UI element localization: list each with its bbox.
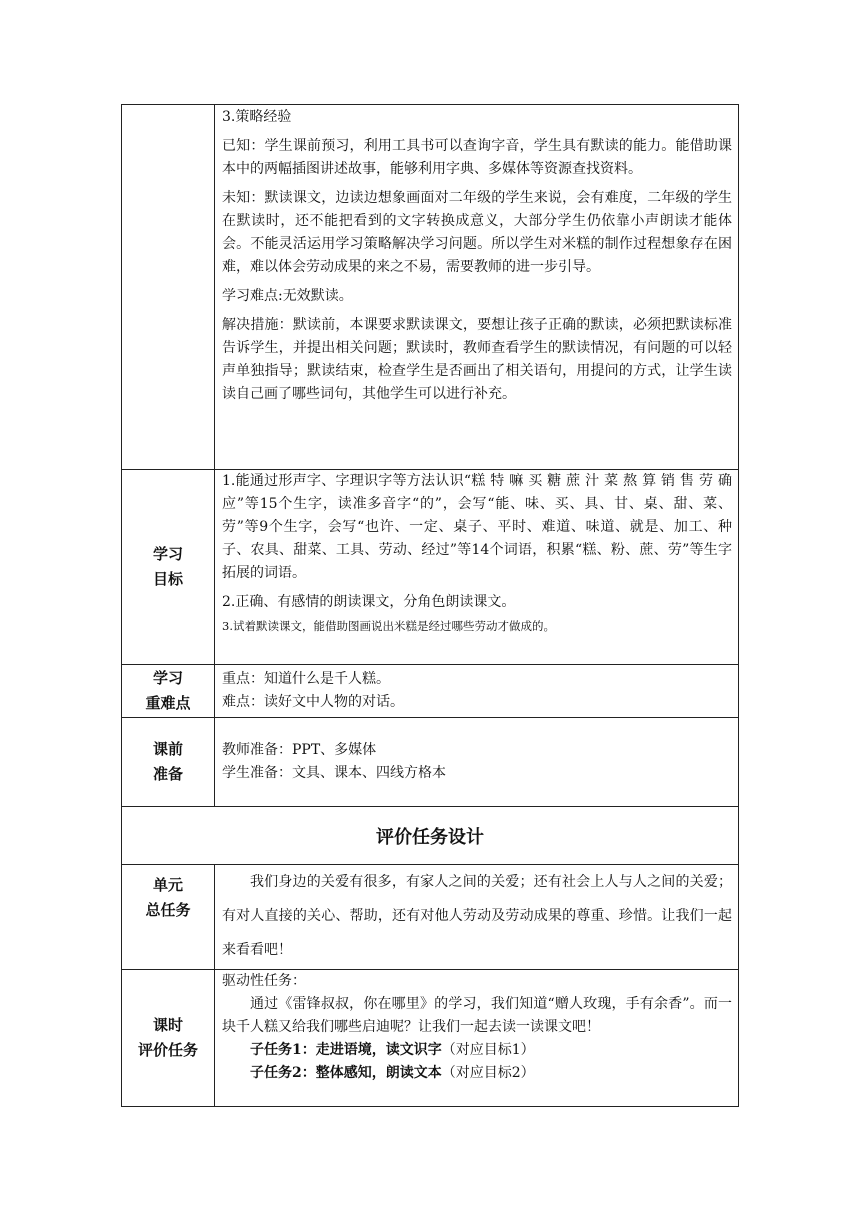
- lesson-task-drive: 驱动性任务：: [222, 973, 306, 989]
- subtask-1-note: （对应目标1）: [441, 1042, 535, 1058]
- strategy-known: 已知：学生课前预习，利用工具书可以查询字音，学生具有默读的能力。能借助课本中的两幅插图讲述故事，能够利用字典、多媒体等资源查找资料。: [222, 138, 732, 177]
- strategy-difficulty: 学习难点:无效默读。: [222, 288, 353, 304]
- subtask-2-title: 子任务2：整体感知，朗读文本: [250, 1065, 442, 1081]
- lesson-plan-table: [121, 104, 739, 1107]
- lesson-task-label-line1: 课时: [152, 1016, 183, 1034]
- subtask-1-title: 子任务1：走进语境，读文识字: [250, 1042, 442, 1058]
- strategy-row: [122, 105, 739, 470]
- goals-label-line2: 目标: [152, 570, 183, 588]
- goals-content-cell: [215, 470, 739, 665]
- prep-label-line2: 准备: [152, 765, 183, 783]
- prep-content-cell: [215, 718, 739, 807]
- subtask-2-note: （对应目标2）: [441, 1065, 535, 1081]
- goals-label: [122, 470, 215, 665]
- section-title: 评价任务设计: [122, 807, 739, 865]
- unit-task-row: [122, 865, 739, 970]
- strategy-solution: 解决措施：默读前，本课要求默读课文，要想让孩子正确的默读，必须把默读标准告诉学生，并提出相关问题；默读时，教师查看学生的默读情况，有问题的可以轻声单独指导；默读结束，检查学生是否画出了相关语句，用提问的方式，让学生读读自己画了哪些词句，其他学生可以进行补充。: [222, 317, 732, 402]
- strategy-heading: 3.策略经验: [222, 109, 292, 125]
- unit-task-text: 我们身边的关爱有很多，有家人之间的关爱；还有社会上人与人之间的关爱；有对人直接的关心、帮助，还有对他人劳动及劳动成果的尊重、珍惜。让我们一起来看看吧！: [222, 874, 732, 958]
- prep-student: 学生准备：文具、课本、四线方格本: [222, 765, 446, 781]
- subtask-1: [222, 1039, 732, 1062]
- lesson-task-row: [122, 970, 739, 1107]
- section-title-row: [122, 807, 739, 865]
- goal-1: 1.能通过形声字、字理识字等方法认识“糕 特 嘛 买 糖 蔗 汁 菜 熬 算 销 售 劳 确 应”等15个生字，读准多音字“的”，会写“能、味、买、具、甘、桌、甜、菜、劳”等9个生字，会写“也许、一定、桌子、平时、难道、味道、就是、加工、种子、农具、甜菜、工具、劳动、经过”等14个词语，积累“糕、粉、蔗、劳”等生字拓展的词语。: [222, 473, 732, 581]
- goals-row: [122, 470, 739, 665]
- keypoints-label-line1: 学习: [152, 669, 183, 687]
- prep-label: [122, 718, 215, 807]
- lesson-task-content-cell: [215, 970, 739, 1107]
- keypoints-label-line2: 重难点: [145, 694, 191, 712]
- keypoints-label: [122, 665, 215, 718]
- strategy-label-cell: [122, 105, 215, 470]
- unit-task-label-line1: 单元: [152, 876, 183, 894]
- prep-teacher: 教师准备：PPT、多媒体: [222, 742, 377, 758]
- subtask-2: [222, 1062, 732, 1085]
- unit-task-label: [122, 865, 215, 970]
- keypoint-hard: 难点：读好文中人物的对话。: [222, 694, 404, 710]
- unit-task-label-line2: 总任务: [145, 901, 191, 919]
- strategy-content-cell: [215, 105, 739, 470]
- prep-row: [122, 718, 739, 807]
- lesson-task-label: [122, 970, 215, 1107]
- goals-label-line1: 学习: [152, 545, 183, 563]
- lesson-task-label-line2: 评价任务: [137, 1041, 198, 1059]
- keypoints-content-cell: [215, 665, 739, 718]
- strategy-unknown: 未知：默读课文，边读边想象画面对二年级的学生来说，会有难度，二年级的学生在默读时，还不能把看到的文字转换成意义，大部分学生仍依靠小声朗读才能体会。不能灵活运用学习策略解决学习问题。所以学生对米糕的制作过程想象存在困难，难以体会劳动成果的来之不易，需要教师的进一步引导。: [222, 190, 732, 275]
- keypoint-focus: 重点：知道什么是千人糕。: [222, 671, 390, 687]
- prep-label-line1: 课前: [152, 740, 183, 758]
- lesson-task-intro: 通过《雷锋叔叔，你在哪里》的学习，我们知道“赠人玫瑰，手有余香”。而一块千人糕又给我们哪些启迪呢？让我们一起去读一读课文吧！: [222, 996, 732, 1035]
- goal-2: 2.正确、有感情的朗读课文，分角色朗读课文。: [222, 594, 516, 610]
- goal-3: 3.试着默读课文，能借助图画说出米糕是经过哪些劳动才做成的。: [222, 619, 555, 633]
- keypoints-row: [122, 665, 739, 718]
- unit-task-content-cell: [215, 865, 739, 970]
